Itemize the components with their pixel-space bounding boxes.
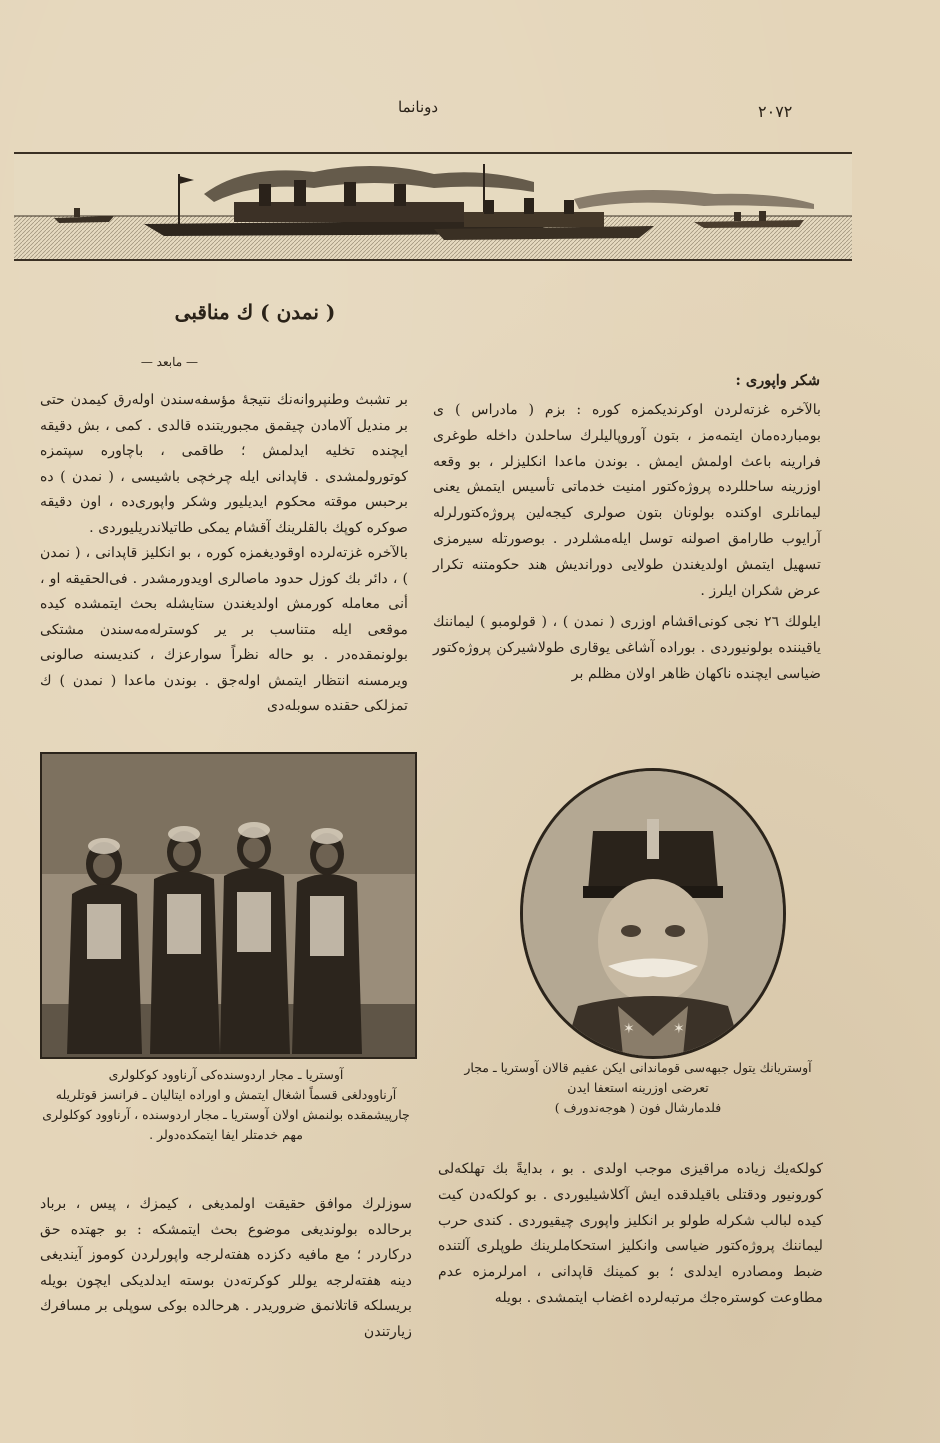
article-title: ( نمدن ) ك مناقبی (174, 300, 336, 324)
page-number: ٢٠٧٢ (758, 102, 793, 121)
svg-text:✶: ✶ (623, 1021, 635, 1037)
caption-text: آوستریانك یتول جبهه‌سی قوماندانی ایكن عفیم قالان آوستریا ـ مجار تعرضی اوزرینه استعفا ایدن (464, 1060, 812, 1095)
warships-engraving-icon (14, 154, 852, 259)
right-column-text (433, 398, 821, 694)
albanian-volunteers-photo (40, 752, 417, 1059)
paragraph: كولكه‌یك زیاده مراقیزی موجب اولدی . بو ، بدایةً بك تهلكه‌لی كورونیور ودقتلی باقیلدقده ایش آكلاشیلیوردی . بو كولكه‌دن كیت كیده لبالب شكرله طولو بر انكلیز واپوری چیقیوردی . كندی حرب لیماننك پروژه‌كتور ضیاسی وانكلیز استحكاملرینك طوپلری آلتنده ضبط ومصادره ایدلدی ؛ بو كمینك قاپدانی ، امرلرمزه عدم مطاوعت كوستره‌جك مرتبه‌لرده اغضاب ایتمشدی . بویله (438, 1161, 823, 1306)
paragraph: بر تشبث وطنپروانه‌نك نتیجهٔ مؤسفه‌سندن اوله‌رق كیمدن حتی بر مندیل آلامادن چیقمق مجبوریتنده قالدی . كمی ، بش دقیقه ایچنده تخلیه ایدلمش ؛ طاقمی ، باچاوره سپتمزه كوتورولمشدی . قاپدانی ایله چرخچی باشیسی ، ( نمدن ) ده برحبس موقته محكوم ایدیلیور وشكر واپوری‌ده ، اون دقیقه صوكره كوپك بالقلرینك آقشام یمكی طاتیلاندریلیوردی . (40, 392, 408, 536)
caption-text: آرناوودلغی قسماً اشغال ایتمش و اوراده ایتالیان ـ فرانسز قوتلریله چارپیشمقده بولنمش اولان آوستریا ـ مجار اردوسنده ، آرناوود كوكلولری مهم خدمتلر ایفا ایتمكده‌دولر . (42, 1087, 410, 1142)
paragraph: ایلولك ٢٦ نجی كونی‌اقشام اوزری ( نمدن ) ، ( قولومبو ) لیماننك یاقیننده بولونیوردی . بوراده آشاغی یوقاری طولاشیركن پروژه‌كتور ضیاسی ایچنده ناكهان ظاهر اولان مظلم بر (433, 614, 821, 682)
paragraph: بالآخره غزته‌لرده اوقودیغمزه كوره ، بو انكلیز قاپدانی ، ( نمدن ) ، دائر بك كوزل حدود ماصالری اویدورمشدر . فی‌الحقیقه او ، أنی معامله كورمش اولدیغندن ستایشله بحث ایتمشده كیده موقعی ایله متناسب بر ير كوسترله‌مه‌سندن مشتكی بولونمقده‌در . بو حاله نظراً سوارعزك ، كندیسنه صالونی ویرمسنه انتظار ایتمش اوله‌جق . بوندن ماعدا ( نمدن ) ك تمزلكی حقنده سوبله‌دی (40, 545, 408, 714)
left-column-text (40, 388, 408, 720)
right-column-bottom-text (438, 1157, 823, 1312)
soldiers-photo-icon (42, 754, 415, 1057)
caption-title: آوستریا ـ مجار اردوسنده‌كی آرناوود كوكلولری (108, 1067, 344, 1082)
svg-text:✶: ✶ (673, 1021, 685, 1037)
magazine-name: دونانما (398, 98, 439, 116)
paragraph: سوزلرك موافق حقیقت اولمدیغی ، كیمزك ، پیس ، برباد برحالده بولوندیغی موضوع بحث ایتمشكه : بو جهتده حق دركاردر ؛ مع مافیه دكزده هفته‌لرجه واپورلردن كوموز آیندیغی دینه هفته‌لرجه یوللر كوكرته‌دن بوسته ایدلدیكی ایچون بویله بریسلكه قاتلانمق ضروریدر . هرحالده بوكی سوپلی بر مسافرك زیارتندن (40, 1196, 412, 1340)
caption-title: فلدمارشال فون ( هوجه‌ندورف ) (554, 1100, 722, 1115)
article-byline: — مابعد — (140, 355, 198, 369)
portrait-photo-icon (523, 771, 783, 1056)
left-photo-caption (40, 1065, 412, 1145)
paragraph: بالآخره غزته‌لردن اوكرندیكمزه كوره : بزم ( مادراس ) ی بومبارده‌مان ایتمه‌مز ، بتون آوروپالیلرك ساحلدن داخله طوغری فرارینه باعث اولمش ایمش . بوندن ماعدا انكلیزلر ، بو وقعه اوزرینه ساحللرده پروژه‌كتور امنیت خدماتی تأسیس ایتمش یعنی لیمانلری اوكنده بولونان بتون صولری كیجه‌لین پروژه‌كتورلرله آرایوب طارامق اصولنه توسل ایله‌مشلردر . بوصورتله سیرمزی تسهیل ایتمش اولدیغندن طولایی دوراندیش هند حكومتنه تكرار عرض شكران ایلرز . (433, 402, 821, 599)
right-photo-caption (458, 1058, 818, 1118)
warships-banner-illustration (14, 152, 852, 261)
field-marshal-portrait (520, 768, 786, 1059)
section-heading: شكر واپوری : (735, 372, 820, 389)
left-column-bottom-text (40, 1192, 412, 1345)
